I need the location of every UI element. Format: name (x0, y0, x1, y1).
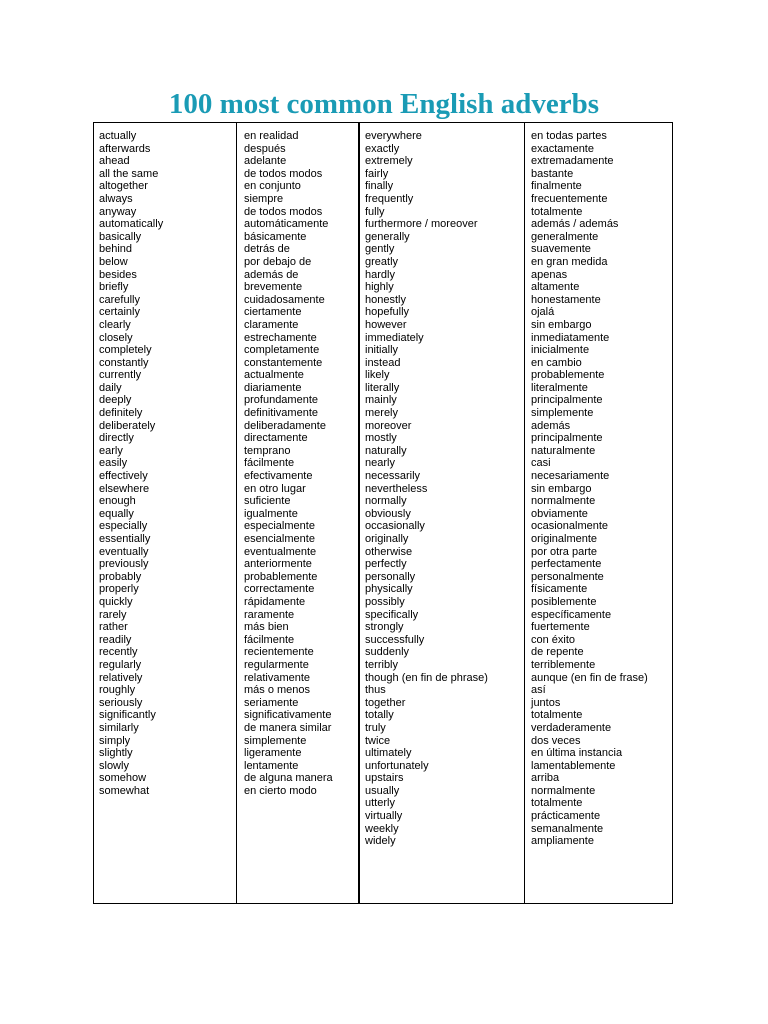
word-entry: thus (365, 684, 386, 697)
word-entry: ampliamente (531, 835, 594, 848)
word-entry: properly (99, 583, 139, 596)
word-entry: en cierto modo (244, 784, 317, 797)
word-entry: bastante (531, 167, 574, 180)
word-entry: always (99, 192, 133, 205)
word-entry: personally (365, 570, 416, 583)
word-entry: básicamente (244, 230, 307, 243)
word-entry: adelante (244, 155, 287, 168)
word-entry: profundamente (244, 394, 318, 407)
word-entry: especially (99, 520, 148, 533)
word-entry: originalmente (531, 533, 598, 545)
word-entry: de repente (531, 646, 584, 659)
word-entry: en realidad (244, 130, 299, 142)
word-entry: enough (99, 495, 136, 508)
word-entry: specifically (365, 608, 419, 621)
word-entry: however (365, 318, 407, 331)
word-entry: deeply (99, 394, 132, 407)
word-entry: instead (365, 356, 401, 369)
word-entry: actually (99, 130, 137, 142)
word-entry: readily (99, 633, 132, 646)
word-entry: además de (244, 268, 299, 281)
word-entry: prácticamente (531, 810, 601, 823)
word-entry: principalmente (531, 394, 603, 407)
word-entry: diariamente (244, 381, 302, 394)
word-entry: basically (99, 230, 142, 243)
word-entry: fácilmente (244, 457, 295, 470)
word-entry: possibly (365, 595, 405, 608)
word-entry: relatively (99, 671, 143, 684)
word-entry: easily (99, 457, 128, 470)
word-entry: fairly (365, 167, 389, 180)
word-entry: principalmente (531, 432, 603, 445)
word-entry: moreover (365, 419, 412, 432)
word-entry: daily (99, 381, 122, 394)
word-entry: regularly (99, 658, 142, 671)
word-entry: estrechamente (244, 331, 317, 344)
word-entry: casi (531, 457, 551, 470)
word-entry: esencialmente (244, 533, 315, 545)
word-entry: hopefully (365, 306, 410, 319)
word-entry: honestly (365, 293, 406, 306)
word-entry: somehow (99, 772, 147, 785)
word-entry: equally (99, 507, 134, 520)
word-entry: early (99, 444, 123, 457)
word-entry: probablemente (244, 570, 318, 583)
word-entry: nearly (365, 457, 395, 470)
word-entry: sin embargo (531, 318, 592, 331)
word-entry: normalmente (531, 495, 596, 508)
word-entry: ligeramente (244, 747, 302, 760)
word-entry: likely (365, 369, 390, 382)
word-entry: claramente (244, 318, 299, 331)
word-entry: currently (99, 369, 142, 382)
word-entry: directly (99, 432, 134, 445)
word-entry: ahead (99, 155, 130, 168)
word-entry: behind (99, 243, 133, 256)
word-entry: mostly (365, 432, 397, 445)
word-entry: finally (365, 180, 394, 193)
word-entry: all the same (99, 167, 159, 180)
word-entry: afterwards (99, 142, 151, 155)
word-entry: regularmente (244, 658, 309, 671)
word-entry: igualmente (244, 507, 298, 520)
word-entry: de todos modos (244, 205, 323, 218)
word-entry: merely (365, 407, 399, 420)
word-entry: furthermore / moreover (365, 218, 478, 231)
word-entry: significantly (99, 709, 156, 722)
word-entry: rarely (99, 608, 127, 621)
word-entry: en conjunto (244, 180, 301, 193)
word-entry: en todas partes (531, 130, 607, 142)
word-entry: así (531, 684, 546, 697)
word-entry: simply (99, 734, 131, 747)
word-entry: highly (365, 281, 394, 294)
word-entry: generally (365, 230, 410, 243)
word-entry: suddenly (365, 646, 410, 659)
word-entry: semanalmente (531, 822, 604, 835)
word-entry: de alguna manera (244, 772, 333, 785)
word-entry: necesariamente (531, 470, 610, 483)
word-entry: juntos (531, 696, 561, 709)
word-entry: besides (99, 268, 137, 281)
word-entry: eventualmente (244, 545, 317, 558)
word-entry: unfortunately (365, 759, 429, 772)
word-entry: directamente (244, 432, 308, 445)
word-entry: certainly (99, 306, 140, 319)
word-entry: de manera similar (244, 721, 332, 734)
word-entry: dos veces (531, 734, 581, 747)
word-entry: en otro lugar (244, 482, 306, 495)
word-entry: específicamente (531, 608, 612, 621)
word-entry: seriously (99, 696, 143, 709)
word-entry: verdaderamente (531, 721, 612, 734)
word-entry: finalmente (531, 180, 582, 193)
word-list (99, 130, 236, 797)
word-entry: efectivamente (244, 470, 313, 483)
word-entry: virtually (365, 810, 403, 823)
word-entry: completely (99, 344, 152, 357)
word-entry: ultimately (365, 747, 412, 760)
word-entry: exactamente (531, 142, 594, 155)
word-entry: fully (365, 205, 385, 218)
word-entry: significativamente (244, 709, 332, 722)
word-entry: en cambio (531, 356, 582, 369)
word-entry: mainly (365, 394, 397, 407)
word-entry: though (en fin de phrase) (365, 671, 488, 684)
word-entry: slightly (99, 747, 133, 760)
word-entry: aunque (en fin de frase) (531, 671, 648, 684)
word-entry: obviously (365, 507, 411, 520)
column-spanish-2 (525, 123, 672, 903)
word-entry: extremely (365, 155, 413, 168)
word-entry: extremadamente (531, 155, 614, 168)
word-entry: ciertamente (244, 306, 302, 319)
word-entry: automatically (99, 218, 164, 231)
word-entry: totalmente (531, 797, 583, 810)
word-entry: honestamente (531, 293, 601, 306)
word-entry: strongly (365, 621, 404, 634)
word-entry: perfectamente (531, 558, 602, 571)
word-entry: apenas (531, 268, 568, 281)
word-entry: inicialmente (531, 344, 590, 357)
word-entry: inmediatamente (531, 331, 610, 344)
word-entry: constantly (99, 356, 149, 369)
word-entry: probablemente (531, 369, 605, 382)
word-entry: terriblemente (531, 658, 596, 671)
word-entry: ocasionalmente (531, 520, 609, 533)
word-entry: más bien (244, 621, 289, 634)
word-entry: gently (365, 243, 395, 256)
word-entry: elsewhere (99, 482, 150, 495)
word-entry: correctamente (244, 583, 315, 596)
word-entry: definitivamente (244, 407, 318, 420)
word-entry: previously (99, 558, 149, 571)
word-entry: greatly (365, 255, 399, 268)
word-entry: closely (99, 331, 133, 344)
word-entry: recently (99, 646, 138, 659)
word-entry: originally (365, 533, 409, 545)
word-entry: similarly (99, 721, 139, 734)
word-entry: brevemente (244, 281, 303, 294)
word-entry: siempre (244, 192, 284, 205)
word-entry: hardly (365, 268, 395, 281)
word-entry: además / además (531, 218, 619, 231)
word-entry: literally (365, 381, 400, 394)
word-entry: altamente (531, 281, 580, 294)
word-entry: upstairs (365, 772, 404, 785)
word-list (365, 130, 524, 848)
word-entry: completamente (244, 344, 320, 357)
word-entry: clearly (99, 318, 131, 331)
word-entry: anteriormente (244, 558, 312, 571)
word-entry: automáticamente (244, 218, 329, 231)
word-entry: frequently (365, 192, 414, 205)
word-entry: posiblemente (531, 595, 597, 608)
word-entry: totalmente (531, 709, 583, 722)
word-entry: carefully (99, 293, 140, 306)
word-entry: frecuentemente (531, 192, 608, 205)
word-entry: arriba (531, 772, 560, 785)
word-entry: necessarily (365, 470, 421, 483)
word-entry: exactly (365, 142, 400, 155)
word-entry: totalmente (531, 205, 583, 218)
word-entry: essentially (99, 533, 151, 545)
word-entry: personalmente (531, 570, 604, 583)
word-entry: quickly (99, 595, 133, 608)
word-entry: recientemente (244, 646, 314, 659)
word-entry: suavemente (531, 243, 591, 256)
word-entry: suficiente (244, 495, 291, 508)
word-entry: raramente (244, 608, 295, 621)
word-entry: briefly (99, 281, 129, 294)
word-entry: seriamente (244, 696, 299, 709)
word-entry: físicamente (531, 583, 588, 596)
adverbs-table (93, 122, 673, 904)
word-entry: rápidamente (244, 595, 306, 608)
word-entry: totally (365, 709, 394, 722)
word-entry: initially (365, 344, 399, 357)
word-entry: deliberately (99, 419, 156, 432)
word-entry: utterly (365, 797, 395, 810)
word-entry: truly (365, 721, 386, 734)
word-entry: usually (365, 784, 400, 797)
word-entry: lentamente (244, 759, 299, 772)
word-entry: sin embargo (531, 482, 592, 495)
word-entry: fácilmente (244, 633, 295, 646)
word-entry: en gran medida (531, 255, 608, 268)
word-entry: naturalmente (531, 444, 596, 457)
column-english-1 (94, 123, 237, 903)
word-entry: roughly (99, 684, 136, 697)
word-entry: altogether (99, 180, 148, 193)
word-entry: detrás de (244, 243, 290, 256)
word-entry: temprano (244, 444, 291, 457)
word-entry: con éxito (531, 633, 576, 646)
word-entry: immediately (365, 331, 424, 344)
word-entry: además (531, 419, 571, 432)
word-entry: naturally (365, 444, 407, 457)
word-entry: cuidadosamente (244, 293, 325, 306)
word-entry: ojalá (531, 306, 555, 319)
word-entry: simplemente (244, 734, 307, 747)
word-entry: por otra parte (531, 545, 598, 558)
word-list (244, 130, 358, 797)
word-entry: especialmente (244, 520, 315, 533)
word-entry: simplemente (531, 407, 594, 420)
word-entry: perfectly (365, 558, 407, 571)
column-spanish-1 (237, 123, 360, 903)
word-entry: fuertemente (531, 621, 590, 634)
word-entry: generalmente (531, 230, 599, 243)
word-entry: everywhere (365, 130, 422, 142)
word-entry: effectively (99, 470, 148, 483)
word-entry: slowly (99, 759, 129, 772)
word-entry: de todos modos (244, 167, 323, 180)
word-entry: somewhat (99, 784, 150, 797)
word-entry: normally (365, 495, 407, 508)
word-entry: definitely (99, 407, 143, 420)
word-entry: successfully (365, 633, 425, 646)
word-entry: nevertheless (365, 482, 428, 495)
word-entry: constantemente (244, 356, 323, 369)
word-list (531, 130, 672, 848)
word-entry: literalmente (531, 381, 588, 394)
word-entry: más o menos (244, 684, 311, 697)
column-english-2 (360, 123, 525, 903)
word-entry: rather (99, 621, 128, 634)
word-entry: anyway (99, 205, 137, 218)
word-entry: normalmente (531, 784, 596, 797)
word-entry: en última instancia (531, 747, 623, 760)
word-entry: physically (365, 583, 413, 596)
word-entry: probably (99, 570, 142, 583)
page-title: 100 most common English adverbs (168, 88, 600, 120)
word-entry: widely (365, 835, 396, 848)
word-entry: occasionally (365, 520, 425, 533)
word-entry: twice (365, 734, 391, 747)
word-entry: together (365, 696, 406, 709)
word-entry: otherwise (365, 545, 413, 558)
word-entry: eventually (99, 545, 149, 558)
word-entry: por debajo de (244, 255, 312, 268)
word-entry: relativamente (244, 671, 311, 684)
word-entry: obviamente (531, 507, 588, 520)
word-entry: weekly (365, 822, 399, 835)
word-entry: below (99, 255, 128, 268)
word-entry: lamentablemente (531, 759, 616, 772)
word-entry: terribly (365, 658, 399, 671)
word-entry: después (244, 142, 286, 155)
word-entry: deliberadamente (244, 419, 326, 432)
word-entry: actualmente (244, 369, 304, 382)
